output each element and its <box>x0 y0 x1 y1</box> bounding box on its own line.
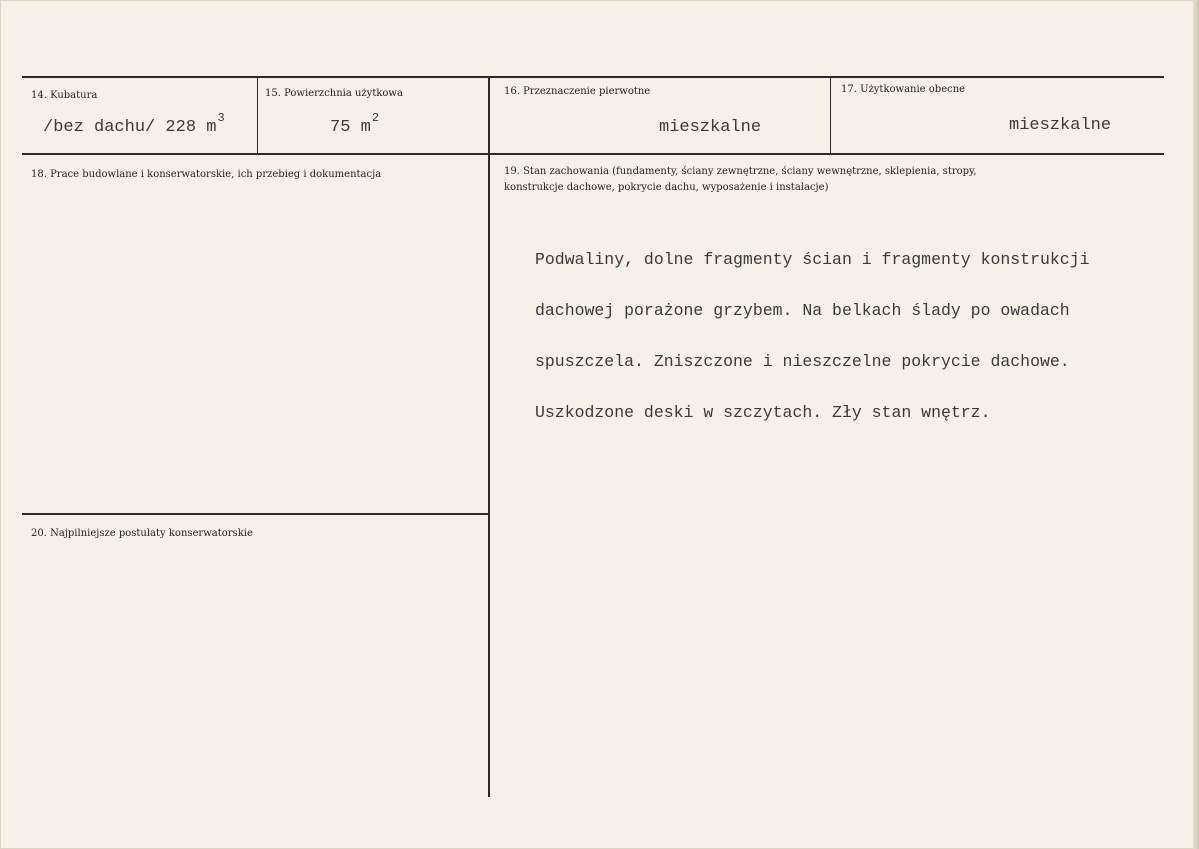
stan-line-2: dachowej porażone grzybem. Na belkach ślady po owadach <box>535 301 1070 320</box>
powierzchnia-text: 75 m <box>330 118 371 137</box>
stan-line-1: Podwaliny, dolne fragmenty ścian i fragmenty konstrukcji <box>535 250 1090 269</box>
stan-zachowania-label-line1: 19. Stan zachowania (fundamenty, ściany zewnętrzne, ściany wewnętrzne, sklepienia, stropy, <box>504 166 977 177</box>
row-divider <box>22 153 1164 155</box>
stan-zachowania-text <box>535 217 1090 455</box>
col-divider-1 <box>257 77 258 154</box>
section-divider <box>22 513 489 515</box>
powierzchnia-value <box>330 111 380 137</box>
kubatura-label: 14. Kubatura <box>31 90 98 101</box>
stan-zachowania-label-line2: konstrukcje dachowe, pokrycie dachu, wyposażenie i instalacje) <box>504 182 829 193</box>
stan-line-4: Uszkodzone deski w szczytach. Zły stan wnętrz. <box>535 403 991 422</box>
stan-line-3: spuszczela. Zniszczone i nieszczelne pokrycie dachowe. <box>535 352 1070 371</box>
kubatura-text: /bez dachu/ 228 m <box>43 118 217 137</box>
card-edge-shadow <box>1193 0 1199 849</box>
powierzchnia-label: 15. Powierzchnia użytkowa <box>265 88 403 99</box>
uzytkowanie-value: mieszkalne <box>1009 116 1112 135</box>
col-divider-2 <box>488 77 490 797</box>
prace-budowlane-label: 18. Prace budowlane i konserwatorskie, ich przebieg i dokumentacja <box>31 169 382 180</box>
przeznaczenie-label: 16. Przeznaczenie pierwotne <box>504 86 651 97</box>
postulaty-label: 20. Najpilniejsze postulaty konserwatorskie <box>31 528 253 539</box>
uzytkowanie-label: 17. Użytkowanie obecne <box>841 84 966 95</box>
col-divider-3 <box>830 77 831 154</box>
powierzchnia-exponent: 2 <box>371 111 380 125</box>
kubatura-value <box>43 111 225 137</box>
top-rule <box>22 76 1164 78</box>
kubatura-exponent: 3 <box>217 111 225 125</box>
przeznaczenie-value: mieszkalne <box>659 118 762 137</box>
